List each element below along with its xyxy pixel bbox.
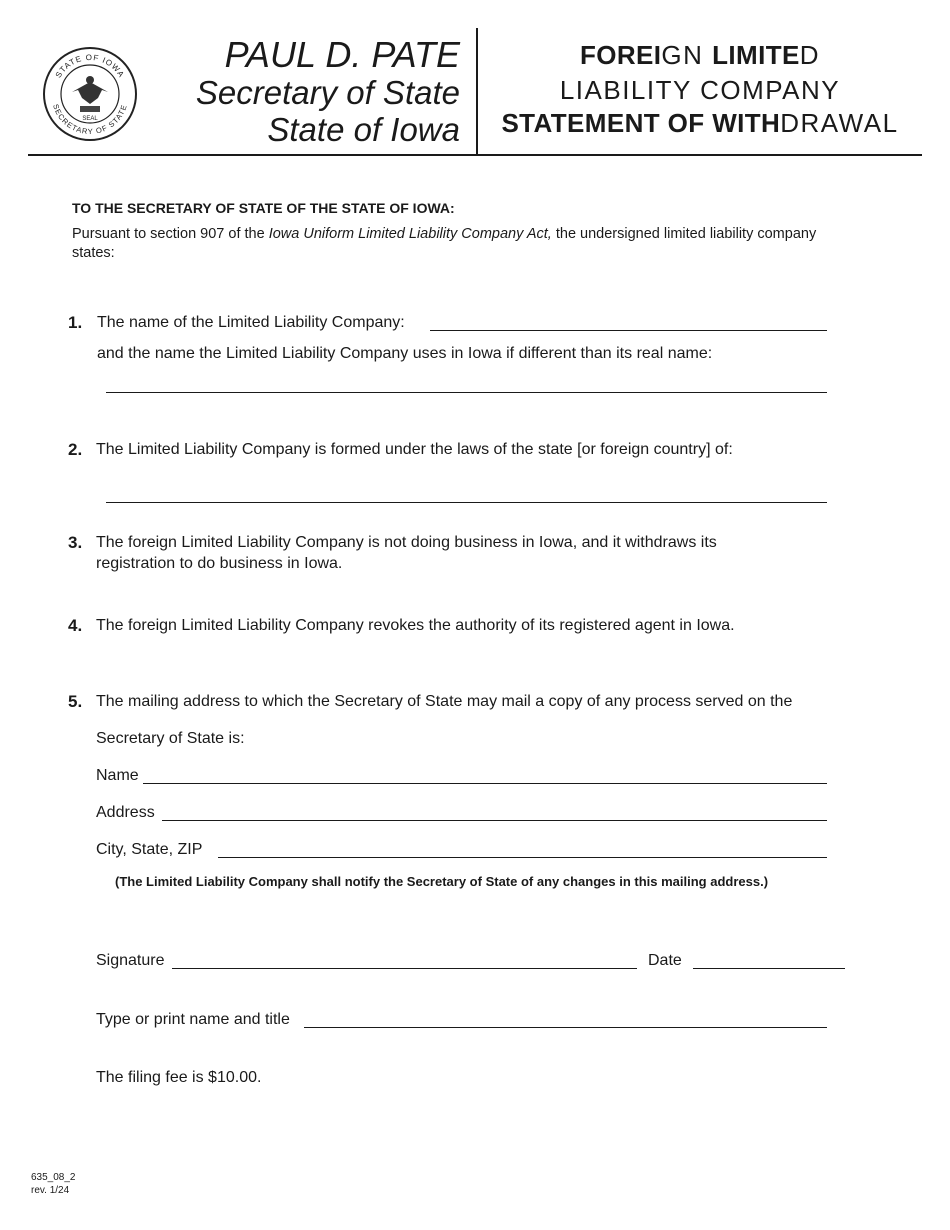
item-4-label: The foreign Limited Liability Company revokes the authority of its registered agent in Iowa. (96, 617, 735, 634)
item-3-number: 3. (68, 533, 83, 552)
mailing-city-state-zip-field[interactable] (218, 841, 827, 858)
intro-paragraph: Pursuant to section 907 of the Iowa Uniform Limited Liability Company Act, the undersigned limited liability company states: (72, 226, 817, 261)
signature-field[interactable] (172, 952, 637, 969)
item-4-number: 4. (68, 616, 83, 635)
item-1-label: The name of the Limited Liability Company: (97, 314, 405, 331)
item-1-number: 1. (68, 313, 83, 332)
mailing-address-field[interactable] (162, 804, 827, 821)
svg-text:STATE OF IOWA: STATE OF IOWA (53, 52, 127, 80)
llc-iowa-name-field[interactable] (106, 378, 827, 393)
print-name-title-field[interactable] (304, 1011, 827, 1028)
mailing-address-label: Address (96, 804, 155, 821)
llc-name-field[interactable] (430, 314, 827, 331)
item-5-line-1: The mailing address to which the Secretary of State may mail a copy of any process served on the (96, 693, 793, 710)
mailing-name-field[interactable] (143, 767, 827, 784)
addressee-heading: TO THE SECRETARY OF STATE OF THE STATE OF IOWA: (72, 200, 455, 216)
form-title-line-1: FOREIGN LIMITED (579, 40, 821, 70)
svg-text:SEAL: SEAL (82, 116, 98, 122)
svg-text:SECRETARY OF STATE: SECRETARY OF STATE (51, 102, 129, 137)
item-3-line-2: registration to do business in Iowa. (96, 555, 343, 572)
filing-fee-text: The filing fee is $10.00. (96, 1069, 262, 1086)
mailing-name-label: Name (96, 767, 139, 784)
date-field[interactable] (693, 952, 845, 969)
form-title-line-2: LIABILITY COMPANY (559, 75, 841, 105)
signature-label: Signature (96, 952, 165, 969)
form-revision: rev. 1/24 (31, 1185, 70, 1196)
official-name: PAUL D. PATE (224, 34, 460, 75)
item-1-sub-label: and the name the Limited Liability Company uses in Iowa if different than its real name: (97, 345, 713, 362)
item-3-line-1: The foreign Limited Liability Company is not doing business in Iowa, and it withdraws its (96, 534, 717, 551)
mailing-address-note: (The Limited Liability Company shall notify the Secretary of State of any changes in this mailing address.) (115, 874, 769, 889)
formation-state-field[interactable] (106, 488, 827, 503)
form-number: 635_08_2 (31, 1172, 76, 1183)
print-name-label: Type or print name and title (96, 1011, 290, 1028)
item-2-label: The Limited Liability Company is formed under the laws of the state [or foreign country] of: (96, 441, 733, 458)
official-title: Secretary of State (195, 74, 460, 111)
official-state: State of Iowa (267, 111, 460, 148)
item-5-number: 5. (68, 692, 83, 711)
form-title-line-3: STATEMENT OF WITHDRAWAL (501, 108, 899, 138)
header-horizontal-rule (28, 154, 922, 156)
state-seal-logo (42, 46, 138, 142)
item-2-number: 2. (68, 440, 83, 459)
date-label: Date (648, 952, 682, 969)
mailing-city-label: City, State, ZIP (96, 841, 203, 858)
item-5-line-2: Secretary of State is: (96, 730, 245, 747)
